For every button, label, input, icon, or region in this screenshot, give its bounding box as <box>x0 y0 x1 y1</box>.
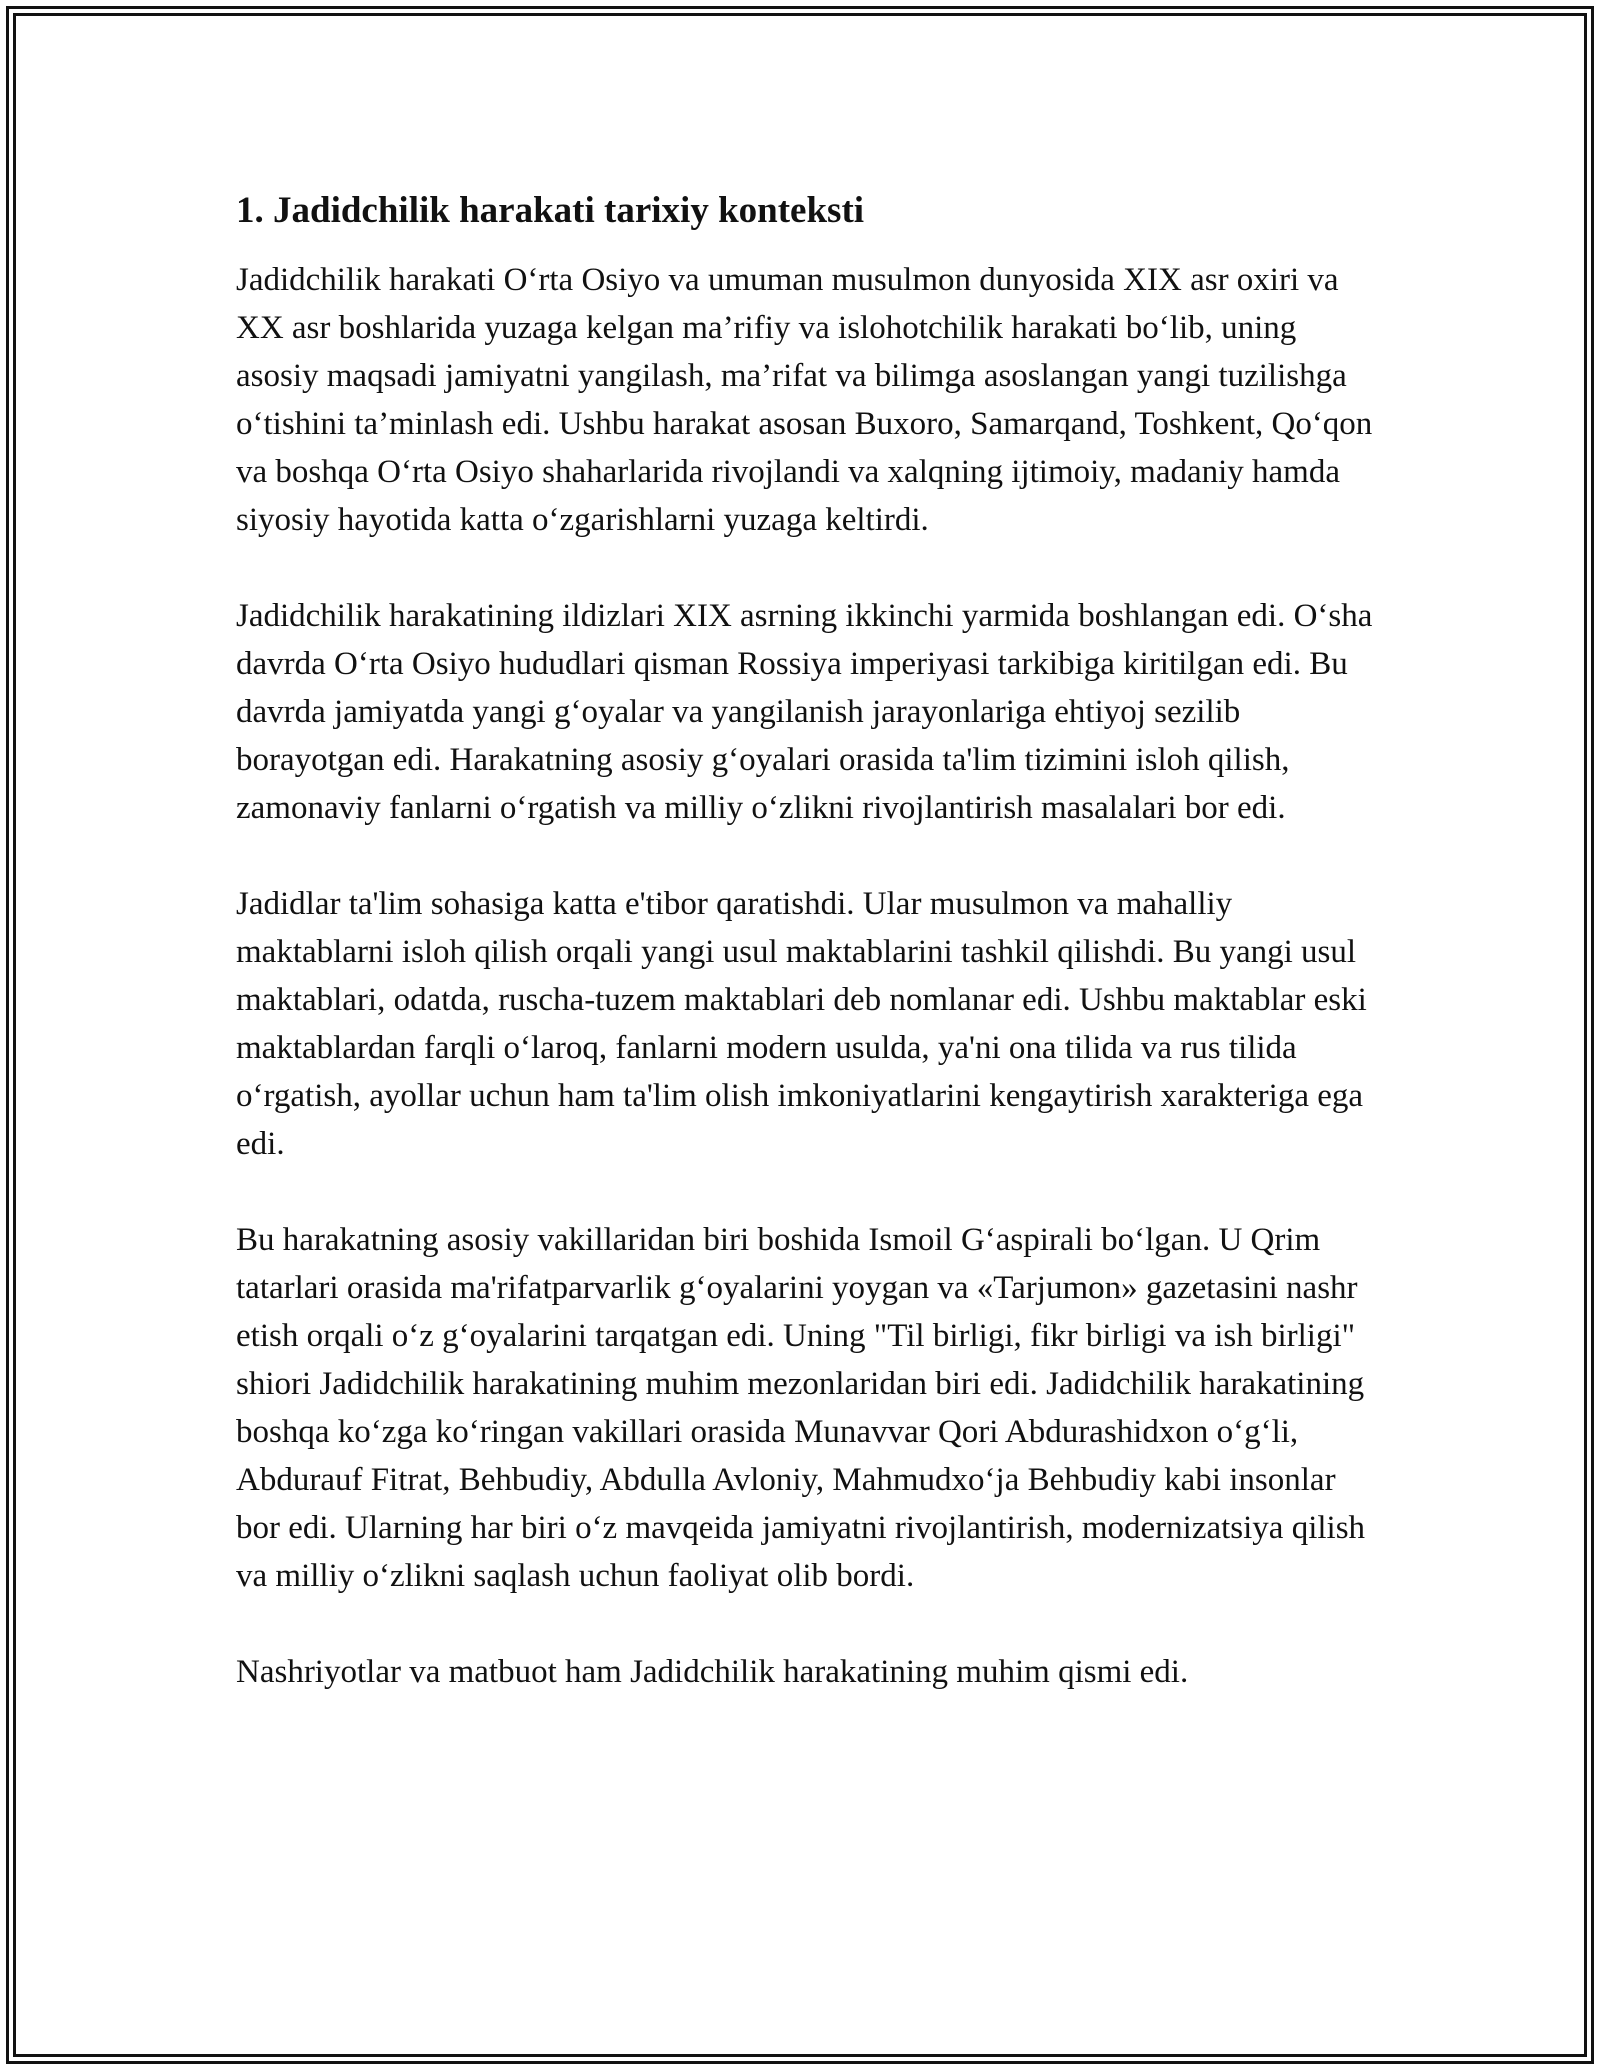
paragraph-5: Nashriyotlar va matbuot ham Jadidchilik harakatining muhim qismi edi. <box>236 1654 1189 1690</box>
paragraph-1: Jadidchilik harakati O‘rta Osiyo va umuman musulmon dunyosida XIX asr oxiri va XX asr boshlarida yuzaga kelgan ma’rifiy va islohotchilik harakati bo‘lib, uning asosiy maqsadi jamiyatni yangilash, ma’rifat va bilimga asoslangan yangi tuzilishga o‘tishini ta’minlash edi. Ushbu harakat asosan Buxoro, Samarqand, Toshkent, Qo‘qon va boshqa O‘rta Osiyo shaharlarida rivojlandi va xalqning ijtimoiy, madaniy hamda siyosiy hayotida katta o‘zgarishlarni yuzaga keltirdi. <box>236 262 1373 538</box>
paragraph-2: Jadidchilik harakatining ildizlari XIX asrning ikkinchi yarmida boshlangan edi. O‘sha davrda O‘rta Osiyo hududlari qisman Rossiya imperiyasi tarkibiga kiritilgan edi. Bu davrda jamiyatda yangi g‘oyalar va yangilanish jarayonlariga ehtiyoj sezilib borayotgan edi. Harakatning asosiy g‘oyalari orasida ta'lim tizimini isloh qilish, zamonaviy fanlarni o‘rgatish va milliy o‘zlikni rivojlantirish masalalari bor edi. <box>236 598 1373 826</box>
paragraph-4: Bu harakatning asosiy vakillaridan biri boshida Ismoil G‘aspirali bo‘lgan. U Qrim tatarlari orasida ma'rifatparvarlik g‘oyalarini yoygan va «Tarjumon» gazetasini nashr etish orqali o‘z g‘oyalarini tarqatgan edi. Uning "Til birligi, fikr birligi va ish birligi" shiori Jadidchilik harakatining muhim mezonlaridan biri edi. Jadidchilik harakatining boshqa ko‘zga ko‘ringan vakillari orasida Munavvar Qori Abdurashidxon o‘g‘li, Abdurauf Fitrat, Behbudiy, Abdulla Avloniy, Mahmudxo‘ja Behbudiy kabi insonlar bor edi. Ularning har biri o‘z mavqeida jamiyatni rivojlantirish, modernizatsiya qilish va milliy o‘zlikni saqlash uchun faoliyat olib bordi. <box>236 1222 1366 1594</box>
section-heading: 1. Jadidchilik harakati tarixiy konteksti <box>236 190 865 231</box>
paragraph-3: Jadidlar ta'lim sohasiga katta e'tibor qaratishdi. Ular musulmon va mahalliy maktablarni isloh qilish orqali yangi usul maktablarini tashkil qilishdi. Bu yangi usul maktablari, odatda, ruscha-tuzem maktablari deb nomlanar edi. Ushbu maktablar eski maktablardan farqli o‘laroq, fanlarni modern usulda, ya'ni ona tilida va rus tilida o‘rgatish, ayollar uchun ham ta'lim olish imkoniyatlarini kengaytirish xarakteriga ega edi. <box>236 886 1367 1162</box>
document-body <box>236 186 1376 1696</box>
